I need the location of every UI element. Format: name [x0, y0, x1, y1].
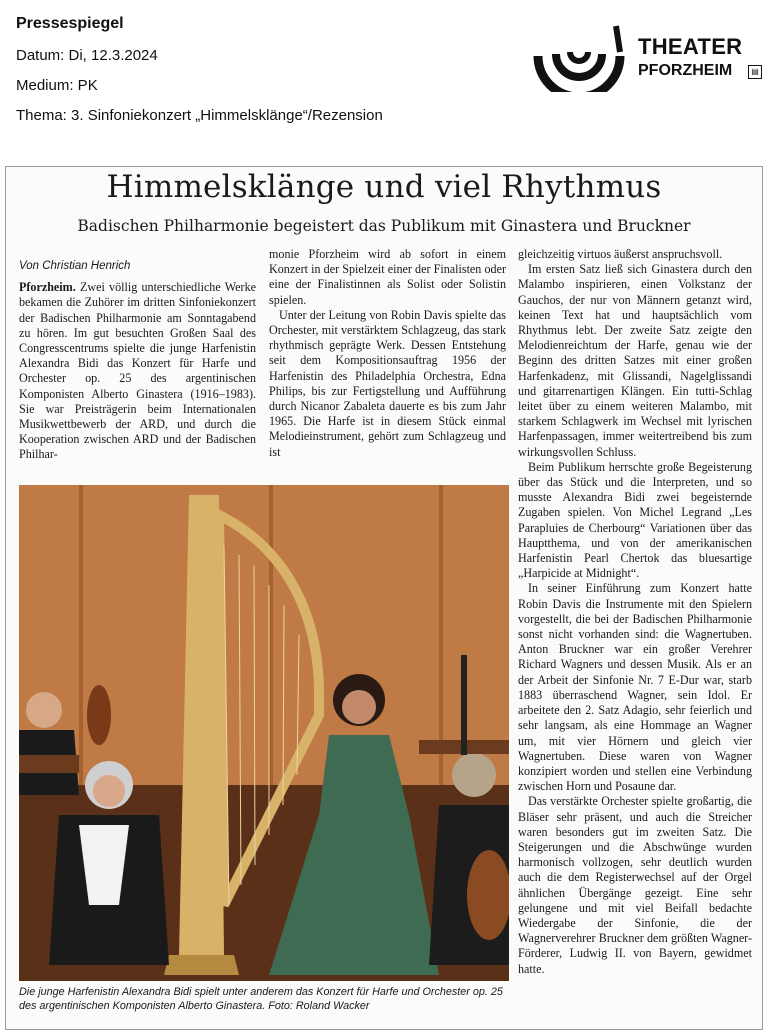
- article-paragraph: monie Pforzheim wird ab sofort in einem Konzert in der Spielzeit einer der Finalisten oder eine der Finalistinnen als Solist oder Solistin spielen.: [269, 247, 506, 307]
- logo-word-pforzheim: PFORZHEIM: [638, 62, 733, 79]
- article-paragraph: Das verstärkte Orchester spielte großartig, die Bläser sehr präsent, und auch die Streicher waren besonders gut im zweiten Satz. Die Steigerungen und die Abschwünge wurden harmonisch vollzogen, sehr deutlich wurden auch die dem Registerwechsel auf der Orgel ähnlichen Übergänge gezeigt. Eine sehr gelungene und mit viel Beifall bedachte Wiedergabe der Sinfonie, die der Wagnerverehrer Bruckner dem größten Wagner-Förderer, Ludwig II. von Bayern, gewidmet hatte.: [518, 794, 752, 976]
- theater-logo: [530, 22, 762, 92]
- medium-line: Medium: PK: [16, 77, 98, 94]
- article-paragraph: Pforzheim. Zwei völlig unterschiedliche Werke bekamen die Zuhörer im dritten Sinfoniekonzert der Badischen Philharmonie am Sonntagabend zu hören. Im gut besuchten Großen Saal des Congresscentrums spielte die junge Harfenistin Alexandra Bidi das Konzert für Harfe und Orchester op. 25 des argentinischen Komponisten Alberto Ginastera (1916–1983). Sie war Preisträgerin beim Internationalen Musikwettbewerb der ARD, und durch die Kooperation zwischen ARD und der Badischen Philhar-: [19, 280, 256, 462]
- topic-line: Thema: 3. Sinfoniekonzert „Himmelsklänge“/Rezension: [16, 107, 383, 124]
- press-review-title: Pressespiegel: [16, 15, 124, 32]
- logo-word-theater: THEATER: [638, 34, 743, 59]
- photo-caption: [19, 985, 513, 1013]
- date-line: Datum: Di, 12.3.2024: [16, 47, 158, 64]
- caption-text: Die junge Harfenistin Alexandra Bidi spielt unter anderem das Konzert für Harfe und Orchester op. 25 des argentinischen Komponisten Alberto Ginastera.: [19, 986, 503, 1012]
- dateline: Pforzheim.: [19, 280, 76, 295]
- article-byline: Von Christian Henrich: [19, 260, 131, 272]
- article-column-1: [19, 259, 256, 463]
- article-paragraph: Beim Publikum herrschte große Begeisterung über das Stück und die Interpreten, und so musste Alexandra Bidi zwei begeisternde Zugaben spielen. Von Michel Legrand „Les Parapluies de Cherbourg“ Variationen über das Hauptthema, und von der amerikanischen Harfenistin Pearl Chertok das bluesartige „Harpicide at Midnight“.: [518, 459, 752, 581]
- article-paragraph: gleichzeitig virtuos äußerst anspruchsvoll.: [518, 247, 723, 261]
- article-headline: Himmelsklänge und viel Rhythmus: [106, 169, 662, 205]
- theater-swirl-logo-icon: [530, 22, 628, 92]
- article-paragraph: Im ersten Satz ließ sich Ginastera durch den Malambo inspirieren, einen Volkstanz der Gauchos, der nur von Männern getanzt wird, keinen Text hat und hauptsächlich vom Rhythmus lebt. Der zweite Satz zeigte den Melodienreichtum der Harfe, genau wie der Beginn des dritten Satzes mit einer großen Harfenkadenz, mit Glissandi, Nagelglissandi und gitarrenartigen Klängen. Ein tutti-Schlag leitet über zu einem weiteren Malambo, mit starkem Schlagwerk im Wechsel mit lyrischen Harfenpassagen, immer weitertreibend bis zum wirkungsvollen Schluss.: [518, 262, 752, 459]
- article-subheadline: Badischen Philharmonie begeistert das Publikum mit Ginastera und Bruckner: [77, 217, 691, 235]
- harpist-photo-illustration: [19, 485, 509, 981]
- newspaper-clipping: [5, 166, 763, 1030]
- article-paragraph: Unter der Leitung von Robin Davis spielte das Orchester, mit verstärktem Schlagzeug, das stark rhythmisch geprägte Werk. Dessen Entstehung seit dem Kompositionsauftrag 1956 der Harfenistin des Philadelphia Orchestra, Edna Philips, bis zur Fertigstellung und Aufführung durch Nicanor Zabaleta dauerte es bis zum Jahr 1965. Die Harfe ist in diesem Stück einmal Melodieinstrument, gehört zum Schlagzeug und ist: [269, 307, 506, 459]
- article-paragraph: In seiner Einführung zum Konzert hatte Robin Davis die Instrumente mit den Spielern vorgestellt, die bei der Badischen Philharmonie sonst nicht vorhanden sind: die Wagnertuben. Anton Bruckner war ein großer Verehrer Richard Wagners und dessen Musik. Als er an der Arbeit der Sinfonie Nr. 7 E-Dur war, starb 1883 überraschend Wagner, sein Idol. Er arbeitete den 2. Satz Adagio, sehr feierlich und sehr langsam, als eine Hommage an Wagner um, mit vier Hörnern und gleich vier Wagnertuben. Diese waren von Wagner konzipiert worden und stellen eine Verbindung zwischen Horn und Posaune dar.: [518, 581, 752, 794]
- article-column-2: [269, 247, 506, 460]
- article-column-3: [518, 247, 752, 977]
- logo-tag-icon: ▤: [748, 65, 762, 79]
- photo-credit: Foto: Roland Wacker: [268, 1000, 370, 1012]
- concert-photo: [19, 485, 509, 981]
